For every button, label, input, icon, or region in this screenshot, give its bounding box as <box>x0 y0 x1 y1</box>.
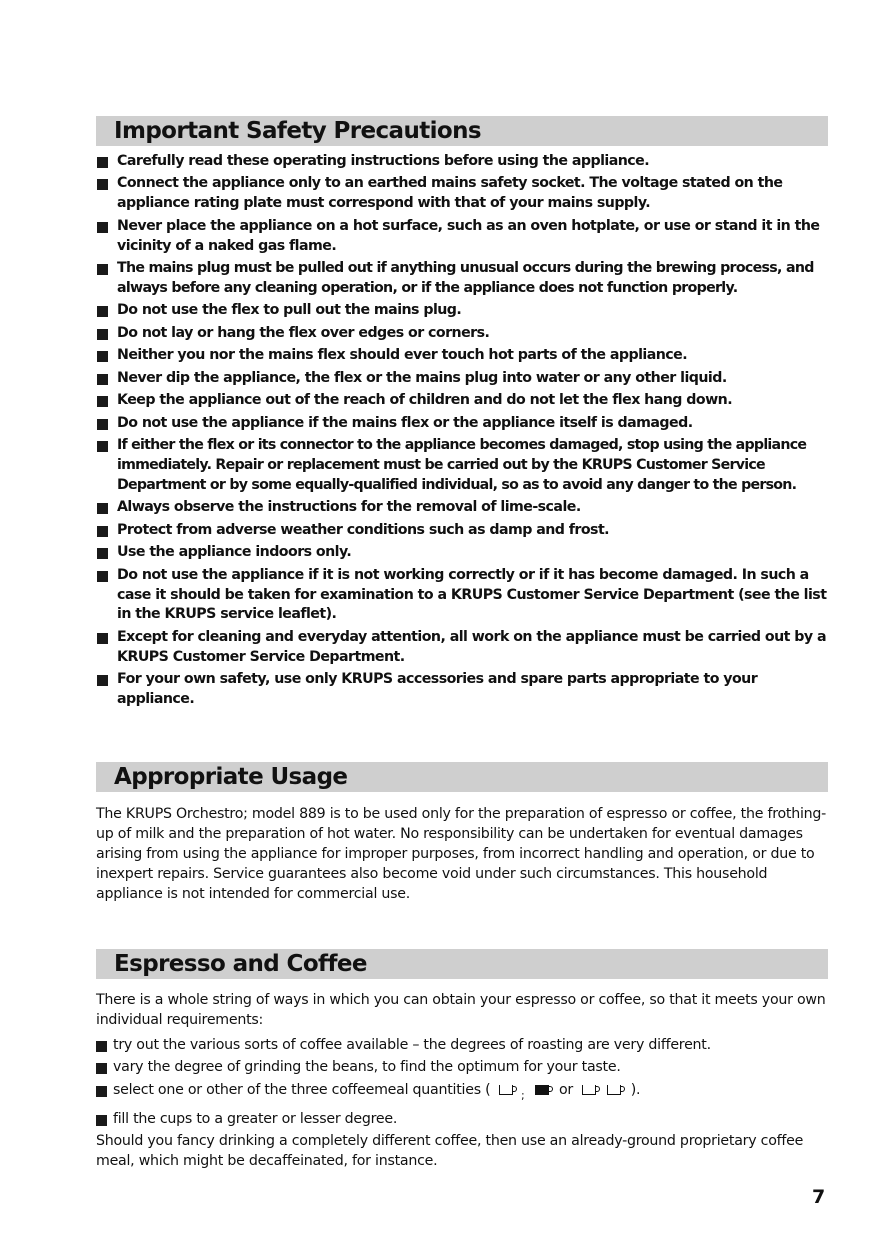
bullet-square-icon <box>97 675 108 686</box>
bullet-square-icon <box>97 633 108 644</box>
bullet-square-icon <box>97 306 108 317</box>
list-item: Do not use the appliance if the mains flex or the appliance itself is damaged. <box>96 414 828 434</box>
list-item: Do not use the appliance if it is not working correctly or if it has become damaged. In such a case it should be taken for examination to a KRUPS Customer Service Department (see the list in the KRUPS service leaflet). <box>96 566 828 625</box>
bullet-square-icon <box>96 1041 107 1052</box>
list-item: Always observe the instructions for the removal of lime-scale. <box>96 498 828 518</box>
list-item: Carefully read these operating instructions before using the appliance. <box>96 152 828 172</box>
list-item: vary the degree of grinding the beans, to find the optimum for your taste. <box>96 1057 828 1077</box>
safety-list <box>96 152 828 710</box>
bullet-square-icon <box>96 1115 107 1126</box>
list-item: The mains plug must be pulled out if anything unusual occurs during the brewing process, and always before any cleaning operation, or if the appliance does not function properly. <box>96 259 828 299</box>
list-item: Connect the appliance only to an earthed mains safety socket. The voltage stated on the appliance rating plate must correspond with that of your mains supply. <box>96 174 828 214</box>
bullet-square-icon <box>96 1086 107 1097</box>
list-item: Never dip the appliance, the flex or the mains plug into water or any other liquid. <box>96 369 828 389</box>
bullet-square-icon <box>97 441 108 452</box>
bullet-square-icon <box>96 1063 107 1074</box>
cup-icon <box>607 1085 621 1095</box>
safety-heading: Important Safety Precautions <box>96 116 828 146</box>
list-item: Use the appliance indoors only. <box>96 543 828 563</box>
list-item: Do not lay or hang the flex over edges or corners. <box>96 324 828 344</box>
coffee-heading: Espresso and Coffee <box>96 949 828 979</box>
list-item: fill the cups to a greater or lesser degree. <box>96 1109 828 1129</box>
list-item: Protect from adverse weather conditions such as damp and frost. <box>96 521 828 541</box>
list-item: Never place the appliance on a hot surface, such as an oven hotplate, or use or stand it in the vicinity of a naked gas flame. <box>96 217 828 257</box>
strong-cup-icon <box>535 1085 549 1095</box>
bullet-square-icon <box>97 419 108 430</box>
bullet-square-icon <box>97 222 108 233</box>
list-item: select one or other of the three coffeemeal quantities ( $_;$ or ). <box>96 1080 828 1106</box>
coffee-outro: Should you fancy drinking a completely different coffee, then use an already-ground proprietary coffee meal, which might be decaffeinated, for instance. <box>96 1133 804 1170</box>
list-item: Keep the appliance out of the reach of children and do not let the flex hang down. <box>96 391 828 411</box>
bullet-square-icon <box>97 157 108 168</box>
bullet-square-icon <box>97 548 108 559</box>
list-item: Neither you nor the mains flex should ever touch hot parts of the appliance. <box>96 346 828 366</box>
bullet-square-icon <box>97 329 108 340</box>
bullet-square-icon <box>97 179 108 190</box>
bullet-square-icon <box>97 264 108 275</box>
bullet-square-icon <box>97 351 108 362</box>
page-number: 7 <box>812 1186 826 1208</box>
bullet-square-icon <box>97 503 108 514</box>
usage-heading: Appropriate Usage <box>96 762 828 792</box>
page-content <box>96 116 828 1171</box>
usage-paragraph: The KRUPS Orchestro; model 889 is to be used only for the preparation of espresso or coffee, the frothing-up of milk and the preparation of hot water. No responsibility can be undertaken for eventual damages arising from using the appliance for improper purposes, from incorrect handling and operation, or due to inexpert repairs. Service guarantees also become void under such circumstances. This household appliance is not intended for commercial use. <box>96 805 827 902</box>
coffee-list <box>96 1035 828 1129</box>
cup-icon <box>582 1085 596 1095</box>
coffee-intro: There is a whole string of ways in which you can obtain your espresso or coffee, so that it meets your own individual requirements: <box>96 991 826 1028</box>
bullet-square-icon <box>97 374 108 385</box>
bullet-square-icon <box>97 526 108 537</box>
list-item: For your own safety, use only KRUPS accessories and spare parts appropriate to your appliance. <box>96 670 828 710</box>
mild-cup-icon <box>499 1085 513 1095</box>
bullet-square-icon <box>97 396 108 407</box>
list-item: try out the various sorts of coffee available – the degrees of roasting are very different. <box>96 1035 828 1055</box>
bullet-square-icon <box>97 571 108 582</box>
list-item: Except for cleaning and everyday attention, all work on the appliance must be carried out by a KRUPS Customer Service Department. <box>96 628 828 668</box>
list-item: Do not use the flex to pull out the mains plug. <box>96 301 828 321</box>
list-item: If either the flex or its connector to the appliance becomes damaged, stop using the appliance immediately. Repair or replacement must be carried out by the KRUPS Customer Service Department or by some equally-qualified individual, so as to avoid any danger to the person. <box>96 436 828 495</box>
